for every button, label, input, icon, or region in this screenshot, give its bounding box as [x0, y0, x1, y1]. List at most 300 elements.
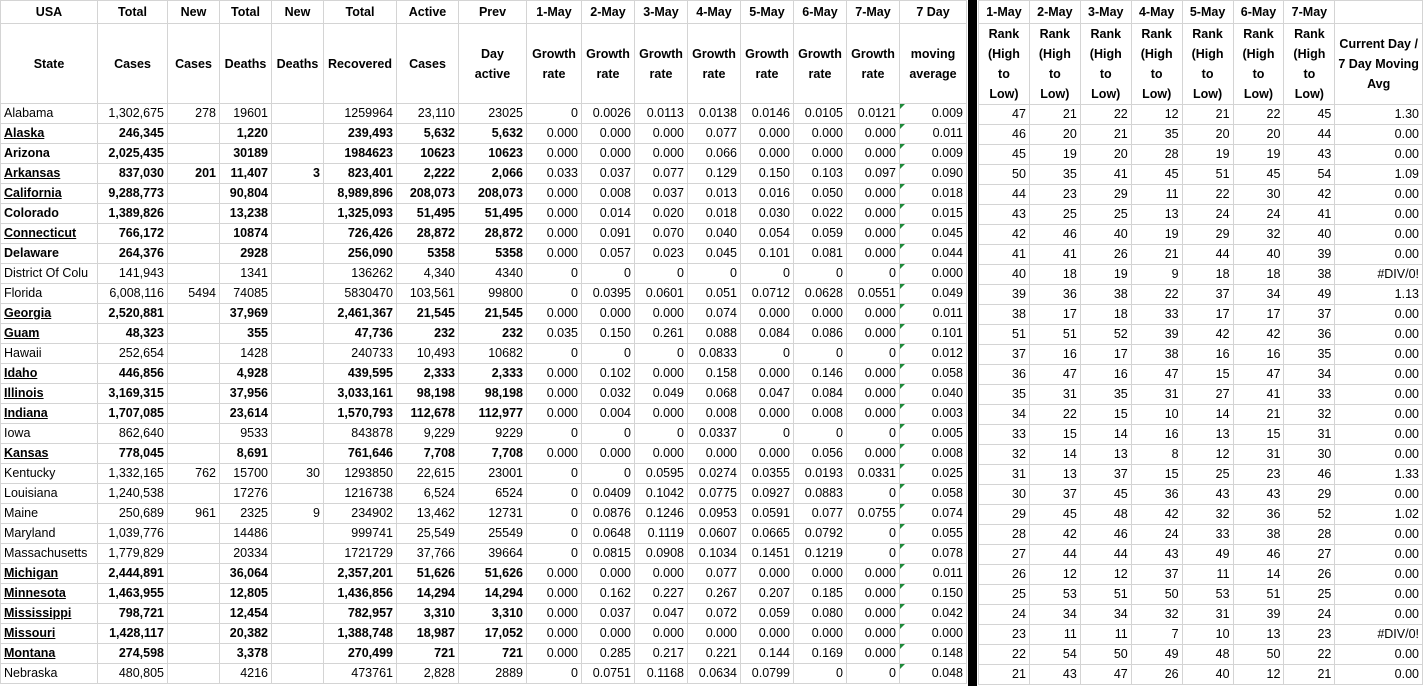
rank-cell[interactable]: 10 — [1131, 405, 1182, 425]
data-cell[interactable]: 5830470 — [324, 284, 397, 304]
header-cell[interactable]: Day active — [459, 24, 527, 104]
rank-cell[interactable]: 38 — [1080, 285, 1131, 305]
data-cell[interactable]: 0 — [582, 344, 635, 364]
data-cell[interactable]: 0.217 — [635, 644, 688, 664]
data-cell[interactable]: 28,872 — [459, 224, 527, 244]
data-cell[interactable]: 2325 — [220, 504, 272, 524]
data-cell[interactable] — [168, 404, 220, 424]
rank-cell[interactable]: 35 — [1284, 345, 1335, 365]
data-cell[interactable]: 98,198 — [459, 384, 527, 404]
data-cell[interactable]: 0.000 — [847, 144, 900, 164]
rank-cell[interactable]: 45 — [1080, 485, 1131, 505]
data-cell[interactable]: 10623 — [459, 144, 527, 164]
data-cell[interactable]: 0 — [527, 544, 582, 564]
data-cell[interactable]: 0 — [635, 344, 688, 364]
data-cell[interactable]: 0 — [847, 344, 900, 364]
header-cell[interactable]: 6-May — [794, 1, 847, 24]
data-cell[interactable]: 10623 — [397, 144, 459, 164]
data-cell[interactable]: 0.037 — [582, 604, 635, 624]
rank-cell[interactable]: 14 — [1233, 565, 1284, 585]
rank-cell[interactable]: 36 — [1131, 485, 1182, 505]
data-cell[interactable]: 0.0138 — [688, 104, 741, 124]
data-cell[interactable]: 0.158 — [688, 364, 741, 384]
rank-cell[interactable]: 48 — [1080, 505, 1131, 525]
data-cell[interactable]: 0.000 — [527, 444, 582, 464]
ratio-cell[interactable]: 0.00 — [1335, 225, 1423, 245]
header-cell[interactable]: Current Day / 7 Day Moving Avg — [1335, 24, 1423, 105]
data-cell[interactable]: 439,595 — [324, 364, 397, 384]
data-cell[interactable] — [272, 124, 324, 144]
rank-cell[interactable]: 22 — [1080, 105, 1131, 125]
data-cell[interactable]: 11,407 — [220, 164, 272, 184]
ratio-cell[interactable]: 1.02 — [1335, 505, 1423, 525]
data-cell[interactable]: 0.000 — [794, 564, 847, 584]
rank-cell[interactable]: 53 — [1029, 585, 1080, 605]
data-cell[interactable]: 6524 — [459, 484, 527, 504]
rank-cell[interactable]: 32 — [1182, 505, 1233, 525]
data-cell[interactable]: 0.050 — [794, 184, 847, 204]
data-cell[interactable] — [168, 204, 220, 224]
data-cell[interactable]: 0.003 — [900, 404, 967, 424]
rank-cell[interactable]: 11 — [1029, 625, 1080, 645]
rank-cell[interactable]: 35 — [1131, 125, 1182, 145]
data-cell[interactable]: 5,632 — [397, 124, 459, 144]
data-cell[interactable]: 0.129 — [688, 164, 741, 184]
data-cell[interactable]: 778,045 — [98, 444, 168, 464]
data-cell[interactable]: 112,678 — [397, 404, 459, 424]
data-cell[interactable]: 0.261 — [635, 324, 688, 344]
data-cell[interactable]: 0.000 — [582, 304, 635, 324]
rank-cell[interactable]: 47 — [1233, 365, 1284, 385]
data-cell[interactable]: 0.221 — [688, 644, 741, 664]
data-cell[interactable]: 2,444,891 — [98, 564, 168, 584]
header-cell[interactable]: USA — [1, 1, 98, 24]
ratio-cell[interactable]: 0.00 — [1335, 145, 1423, 165]
header-cell[interactable]: Rank (High to Low) — [1029, 24, 1080, 105]
data-cell[interactable]: 13,238 — [220, 204, 272, 224]
data-cell[interactable]: 28,872 — [397, 224, 459, 244]
header-cell[interactable]: 1-May — [527, 1, 582, 24]
data-cell[interactable]: 961 — [168, 504, 220, 524]
rank-cell[interactable]: 27 — [1182, 385, 1233, 405]
state-name-cell[interactable]: Idaho — [1, 364, 98, 384]
rank-cell[interactable]: 44 — [1182, 245, 1233, 265]
data-cell[interactable]: 726,426 — [324, 224, 397, 244]
ratio-cell[interactable]: 0.00 — [1335, 125, 1423, 145]
data-cell[interactable]: 0 — [527, 664, 582, 684]
header-cell[interactable]: 3-May — [635, 1, 688, 24]
data-cell[interactable]: 0.048 — [900, 664, 967, 684]
data-cell[interactable]: 1,389,826 — [98, 204, 168, 224]
header-cell[interactable]: Total — [324, 1, 397, 24]
rank-cell[interactable]: 42 — [1233, 325, 1284, 345]
data-cell[interactable]: 0.000 — [741, 304, 794, 324]
ratio-cell[interactable]: 1.13 — [1335, 285, 1423, 305]
data-cell[interactable]: 8,989,896 — [324, 184, 397, 204]
rank-cell[interactable]: 10 — [1182, 625, 1233, 645]
data-cell[interactable]: 0 — [527, 424, 582, 444]
data-cell[interactable]: 0.005 — [900, 424, 967, 444]
data-cell[interactable]: 7,708 — [459, 444, 527, 464]
data-cell[interactable]: 0.0833 — [688, 344, 741, 364]
data-cell[interactable]: 0.068 — [688, 384, 741, 404]
rank-cell[interactable]: 20 — [1029, 125, 1080, 145]
data-cell[interactable]: 0.042 — [900, 604, 967, 624]
data-cell[interactable] — [272, 264, 324, 284]
data-cell[interactable]: 12,454 — [220, 604, 272, 624]
header-cell[interactable]: Growth rate — [741, 24, 794, 104]
data-cell[interactable]: 4216 — [220, 664, 272, 684]
rank-cell[interactable]: 33 — [1131, 305, 1182, 325]
data-cell[interactable]: 0.008 — [582, 184, 635, 204]
rank-cell[interactable]: 16 — [1131, 425, 1182, 445]
data-cell[interactable]: 0.049 — [900, 284, 967, 304]
data-cell[interactable]: 30 — [272, 464, 324, 484]
data-cell[interactable]: 0.018 — [688, 204, 741, 224]
data-cell[interactable]: 0.011 — [900, 564, 967, 584]
data-cell[interactable]: 2,520,881 — [98, 304, 168, 324]
data-cell[interactable]: 0 — [527, 264, 582, 284]
rank-cell[interactable]: 38 — [979, 305, 1030, 325]
rank-cell[interactable]: 54 — [1029, 645, 1080, 665]
data-cell[interactable]: 0.013 — [688, 184, 741, 204]
rank-cell[interactable]: 20 — [1080, 145, 1131, 165]
data-cell[interactable]: 0.014 — [582, 204, 635, 224]
rank-cell[interactable]: 29 — [1080, 185, 1131, 205]
data-cell[interactable]: 0.047 — [741, 384, 794, 404]
header-cell[interactable]: Prev — [459, 1, 527, 24]
rank-cell[interactable]: 50 — [1080, 645, 1131, 665]
data-cell[interactable]: 0.000 — [741, 124, 794, 144]
rank-cell[interactable]: 38 — [1284, 265, 1335, 285]
data-cell[interactable]: 0.000 — [794, 624, 847, 644]
rank-cell[interactable]: 31 — [1131, 385, 1182, 405]
rank-cell[interactable]: 34 — [1284, 365, 1335, 385]
data-cell[interactable]: 0.0953 — [688, 504, 741, 524]
header-cell[interactable]: State — [1, 24, 98, 104]
data-cell[interactable]: 0.040 — [688, 224, 741, 244]
rank-cell[interactable]: 41 — [1029, 245, 1080, 265]
data-cell[interactable]: 0.000 — [635, 364, 688, 384]
rank-cell[interactable]: 35 — [1080, 385, 1131, 405]
rank-cell[interactable]: 32 — [1131, 605, 1182, 625]
data-cell[interactable]: 7,708 — [397, 444, 459, 464]
rank-cell[interactable]: 15 — [1029, 425, 1080, 445]
state-name-cell[interactable]: Indiana — [1, 404, 98, 424]
data-cell[interactable]: 23,110 — [397, 104, 459, 124]
ratio-cell[interactable]: 0.00 — [1335, 565, 1423, 585]
header-cell[interactable]: Cases — [98, 24, 168, 104]
data-cell[interactable]: 264,376 — [98, 244, 168, 264]
rank-cell[interactable]: 12 — [1080, 565, 1131, 585]
rank-cell[interactable]: 17 — [1182, 305, 1233, 325]
data-cell[interactable]: 3,310 — [397, 604, 459, 624]
rank-cell[interactable]: 36 — [1029, 285, 1080, 305]
rank-cell[interactable]: 51 — [1233, 585, 1284, 605]
data-cell[interactable]: 21,545 — [397, 304, 459, 324]
data-cell[interactable]: 0.0337 — [688, 424, 741, 444]
data-cell[interactable]: 232 — [397, 324, 459, 344]
header-cell[interactable]: Rank (High to Low) — [1080, 24, 1131, 105]
data-cell[interactable] — [168, 564, 220, 584]
state-name-cell[interactable]: Alabama — [1, 104, 98, 124]
rank-cell[interactable]: 19 — [1080, 265, 1131, 285]
data-cell[interactable]: 0.097 — [847, 164, 900, 184]
data-cell[interactable]: 0.000 — [847, 404, 900, 424]
data-cell[interactable]: 0.0395 — [582, 284, 635, 304]
rank-cell[interactable]: 16 — [1080, 365, 1131, 385]
data-cell[interactable]: 98,198 — [397, 384, 459, 404]
rank-cell[interactable]: 43 — [1029, 665, 1080, 685]
data-cell[interactable] — [168, 624, 220, 644]
data-cell[interactable]: 0.066 — [688, 144, 741, 164]
data-cell[interactable]: 6,524 — [397, 484, 459, 504]
rank-cell[interactable]: 39 — [1284, 245, 1335, 265]
data-cell[interactable]: 0.081 — [794, 244, 847, 264]
data-cell[interactable]: 0 — [847, 264, 900, 284]
header-cell[interactable]: Rank (High to Low) — [1131, 24, 1182, 105]
data-cell[interactable] — [272, 324, 324, 344]
data-cell[interactable]: 18,987 — [397, 624, 459, 644]
data-cell[interactable]: 0.055 — [900, 524, 967, 544]
rank-cell[interactable]: 12 — [1131, 105, 1182, 125]
data-cell[interactable]: 0.000 — [900, 624, 967, 644]
data-cell[interactable]: 0.1034 — [688, 544, 741, 564]
data-cell[interactable]: 0.000 — [527, 204, 582, 224]
data-cell[interactable] — [272, 584, 324, 604]
rank-cell[interactable]: 42 — [1182, 325, 1233, 345]
rank-cell[interactable]: 12 — [1233, 665, 1284, 685]
data-cell[interactable]: 17,052 — [459, 624, 527, 644]
data-cell[interactable]: 0.1219 — [794, 544, 847, 564]
data-cell[interactable]: 0.1168 — [635, 664, 688, 684]
data-cell[interactable]: 0.0755 — [847, 504, 900, 524]
rank-cell[interactable]: 44 — [1284, 125, 1335, 145]
data-cell[interactable]: 0.0815 — [582, 544, 635, 564]
ratio-cell[interactable]: 0.00 — [1335, 245, 1423, 265]
data-cell[interactable]: 48,323 — [98, 324, 168, 344]
rank-cell[interactable]: 24 — [979, 605, 1030, 625]
data-cell[interactable]: 39664 — [459, 544, 527, 564]
state-name-cell[interactable]: Kansas — [1, 444, 98, 464]
data-cell[interactable]: 0.000 — [741, 564, 794, 584]
ratio-cell[interactable]: 1.33 — [1335, 465, 1423, 485]
data-cell[interactable]: 239,493 — [324, 124, 397, 144]
data-cell[interactable]: 2,828 — [397, 664, 459, 684]
header-cell[interactable]: 4-May — [1131, 1, 1182, 24]
rank-cell[interactable]: 29 — [1182, 225, 1233, 245]
data-cell[interactable]: 9 — [272, 504, 324, 524]
data-cell[interactable]: 0.000 — [847, 324, 900, 344]
ratio-cell[interactable]: 0.00 — [1335, 405, 1423, 425]
rank-cell[interactable]: 49 — [1182, 545, 1233, 565]
data-cell[interactable]: 0.058 — [900, 484, 967, 504]
rank-cell[interactable]: 18 — [1080, 305, 1131, 325]
rank-cell[interactable]: 39 — [1131, 325, 1182, 345]
rank-cell[interactable]: 34 — [979, 405, 1030, 425]
header-cell[interactable]: Cases — [168, 24, 220, 104]
data-cell[interactable]: 999741 — [324, 524, 397, 544]
data-cell[interactable]: 0.146 — [794, 364, 847, 384]
data-cell[interactable] — [272, 644, 324, 664]
header-cell[interactable]: 7-May — [1284, 1, 1335, 24]
rank-cell[interactable]: 24 — [1182, 205, 1233, 225]
rank-cell[interactable]: 52 — [1080, 325, 1131, 345]
data-cell[interactable] — [272, 284, 324, 304]
data-cell[interactable]: 0.000 — [741, 364, 794, 384]
data-cell[interactable]: 0.150 — [900, 584, 967, 604]
data-cell[interactable] — [168, 124, 220, 144]
rank-cell[interactable]: 15 — [1233, 425, 1284, 445]
data-cell[interactable]: 1984623 — [324, 144, 397, 164]
state-name-cell[interactable]: Kentucky — [1, 464, 98, 484]
data-cell[interactable]: 0.077 — [635, 164, 688, 184]
header-cell[interactable]: 2-May — [582, 1, 635, 24]
data-cell[interactable]: 0 — [741, 344, 794, 364]
data-cell[interactable] — [272, 304, 324, 324]
rank-cell[interactable]: 21 — [1182, 105, 1233, 125]
rank-cell[interactable]: 40 — [1182, 665, 1233, 685]
header-cell[interactable]: 5-May — [741, 1, 794, 24]
data-cell[interactable]: 19601 — [220, 104, 272, 124]
rank-cell[interactable]: 37 — [979, 345, 1030, 365]
data-cell[interactable]: 3,169,315 — [98, 384, 168, 404]
state-name-cell[interactable]: Minnesota — [1, 584, 98, 604]
rank-cell[interactable]: 36 — [979, 365, 1030, 385]
data-cell[interactable] — [272, 244, 324, 264]
data-cell[interactable]: 112,977 — [459, 404, 527, 424]
data-cell[interactable] — [168, 584, 220, 604]
rank-cell[interactable]: 12 — [1182, 445, 1233, 465]
state-name-cell[interactable]: Alaska — [1, 124, 98, 144]
data-cell[interactable]: 1,332,165 — [98, 464, 168, 484]
data-cell[interactable]: 0.037 — [635, 184, 688, 204]
data-cell[interactable]: 0.0628 — [794, 284, 847, 304]
rank-cell[interactable]: 14 — [1080, 425, 1131, 445]
data-cell[interactable]: 9,229 — [397, 424, 459, 444]
data-cell[interactable]: 6,008,116 — [98, 284, 168, 304]
data-cell[interactable]: 0.091 — [582, 224, 635, 244]
data-cell[interactable]: 12,805 — [220, 584, 272, 604]
data-cell[interactable]: 0.000 — [527, 224, 582, 244]
rank-cell[interactable]: 31 — [1182, 605, 1233, 625]
data-cell[interactable] — [272, 144, 324, 164]
data-cell[interactable]: 0.000 — [847, 444, 900, 464]
ratio-cell[interactable]: 0.00 — [1335, 525, 1423, 545]
data-cell[interactable]: 10874 — [220, 224, 272, 244]
data-cell[interactable]: 0.000 — [847, 604, 900, 624]
data-cell[interactable]: 14,294 — [397, 584, 459, 604]
rank-cell[interactable]: 40 — [1233, 245, 1284, 265]
data-cell[interactable]: 20,382 — [220, 624, 272, 644]
data-cell[interactable]: 2,025,435 — [98, 144, 168, 164]
data-cell[interactable]: 274,598 — [98, 644, 168, 664]
rank-cell[interactable]: 19 — [1182, 145, 1233, 165]
data-cell[interactable]: 0.000 — [741, 144, 794, 164]
rank-cell[interactable]: 34 — [1233, 285, 1284, 305]
data-cell[interactable]: 0.011 — [900, 124, 967, 144]
data-cell[interactable]: 51,495 — [397, 204, 459, 224]
rank-cell[interactable]: 37 — [1284, 305, 1335, 325]
data-cell[interactable]: 0.086 — [794, 324, 847, 344]
data-cell[interactable]: 0.000 — [847, 224, 900, 244]
data-cell[interactable]: 0 — [688, 264, 741, 284]
data-cell[interactable]: 0.000 — [794, 304, 847, 324]
data-cell[interactable]: 0.000 — [847, 644, 900, 664]
data-cell[interactable]: 782,957 — [324, 604, 397, 624]
header-cell[interactable]: Total — [220, 1, 272, 24]
ratio-cell[interactable]: 0.00 — [1335, 545, 1423, 565]
header-cell[interactable]: Recovered — [324, 24, 397, 104]
rank-cell[interactable]: 26 — [1080, 245, 1131, 265]
data-cell[interactable]: 0.000 — [527, 644, 582, 664]
data-cell[interactable]: 0 — [527, 524, 582, 544]
data-cell[interactable] — [272, 184, 324, 204]
data-cell[interactable]: 0.0355 — [741, 464, 794, 484]
header-cell[interactable] — [1335, 1, 1423, 24]
data-cell[interactable]: 0.000 — [688, 444, 741, 464]
state-name-cell[interactable]: Massachusetts — [1, 544, 98, 564]
rank-cell[interactable]: 35 — [979, 385, 1030, 405]
data-cell[interactable]: 0.0146 — [741, 104, 794, 124]
data-cell[interactable]: 0.004 — [582, 404, 635, 424]
data-cell[interactable]: 0.0026 — [582, 104, 635, 124]
rank-cell[interactable]: 46 — [1233, 545, 1284, 565]
header-cell[interactable]: Growth rate — [794, 24, 847, 104]
rank-cell[interactable]: 16 — [1182, 345, 1233, 365]
header-cell[interactable]: Deaths — [220, 24, 272, 104]
rank-cell[interactable]: 36 — [1233, 505, 1284, 525]
rank-cell[interactable]: 37 — [1131, 565, 1182, 585]
data-cell[interactable]: 23,614 — [220, 404, 272, 424]
ratio-cell[interactable]: #DIV/0! — [1335, 625, 1423, 645]
data-cell[interactable]: 0.000 — [847, 304, 900, 324]
rank-cell[interactable]: 34 — [1080, 605, 1131, 625]
data-cell[interactable]: 0 — [527, 504, 582, 524]
state-name-cell[interactable]: Iowa — [1, 424, 98, 444]
rank-cell[interactable]: 45 — [979, 145, 1030, 165]
data-cell[interactable] — [272, 204, 324, 224]
data-cell[interactable]: 0.000 — [794, 124, 847, 144]
data-cell[interactable]: 0 — [527, 344, 582, 364]
data-cell[interactable]: 473761 — [324, 664, 397, 684]
data-cell[interactable]: 0.0595 — [635, 464, 688, 484]
data-cell[interactable] — [168, 384, 220, 404]
rank-cell[interactable]: 25 — [1029, 205, 1080, 225]
ratio-cell[interactable]: 0.00 — [1335, 305, 1423, 325]
rank-cell[interactable]: 23 — [1284, 625, 1335, 645]
data-cell[interactable]: 0 — [741, 424, 794, 444]
data-cell[interactable] — [272, 524, 324, 544]
header-cell[interactable]: Cases — [397, 24, 459, 104]
header-cell[interactable]: Rank (High to Low) — [1233, 24, 1284, 105]
rank-cell[interactable]: 50 — [979, 165, 1030, 185]
data-cell[interactable]: 0.016 — [741, 184, 794, 204]
ratio-cell[interactable]: 0.00 — [1335, 485, 1423, 505]
data-cell[interactable]: 0.148 — [900, 644, 967, 664]
rank-cell[interactable]: 46 — [979, 125, 1030, 145]
rank-cell[interactable]: 48 — [1182, 645, 1233, 665]
ratio-cell[interactable]: 0.00 — [1335, 205, 1423, 225]
data-cell[interactable]: 3 — [272, 164, 324, 184]
data-cell[interactable]: 15700 — [220, 464, 272, 484]
data-cell[interactable]: 0.025 — [900, 464, 967, 484]
rank-cell[interactable]: 18 — [1029, 265, 1080, 285]
data-cell[interactable]: 0.049 — [635, 384, 688, 404]
data-cell[interactable]: 9,288,773 — [98, 184, 168, 204]
rank-cell[interactable]: 33 — [979, 425, 1030, 445]
rank-cell[interactable]: 23 — [979, 625, 1030, 645]
